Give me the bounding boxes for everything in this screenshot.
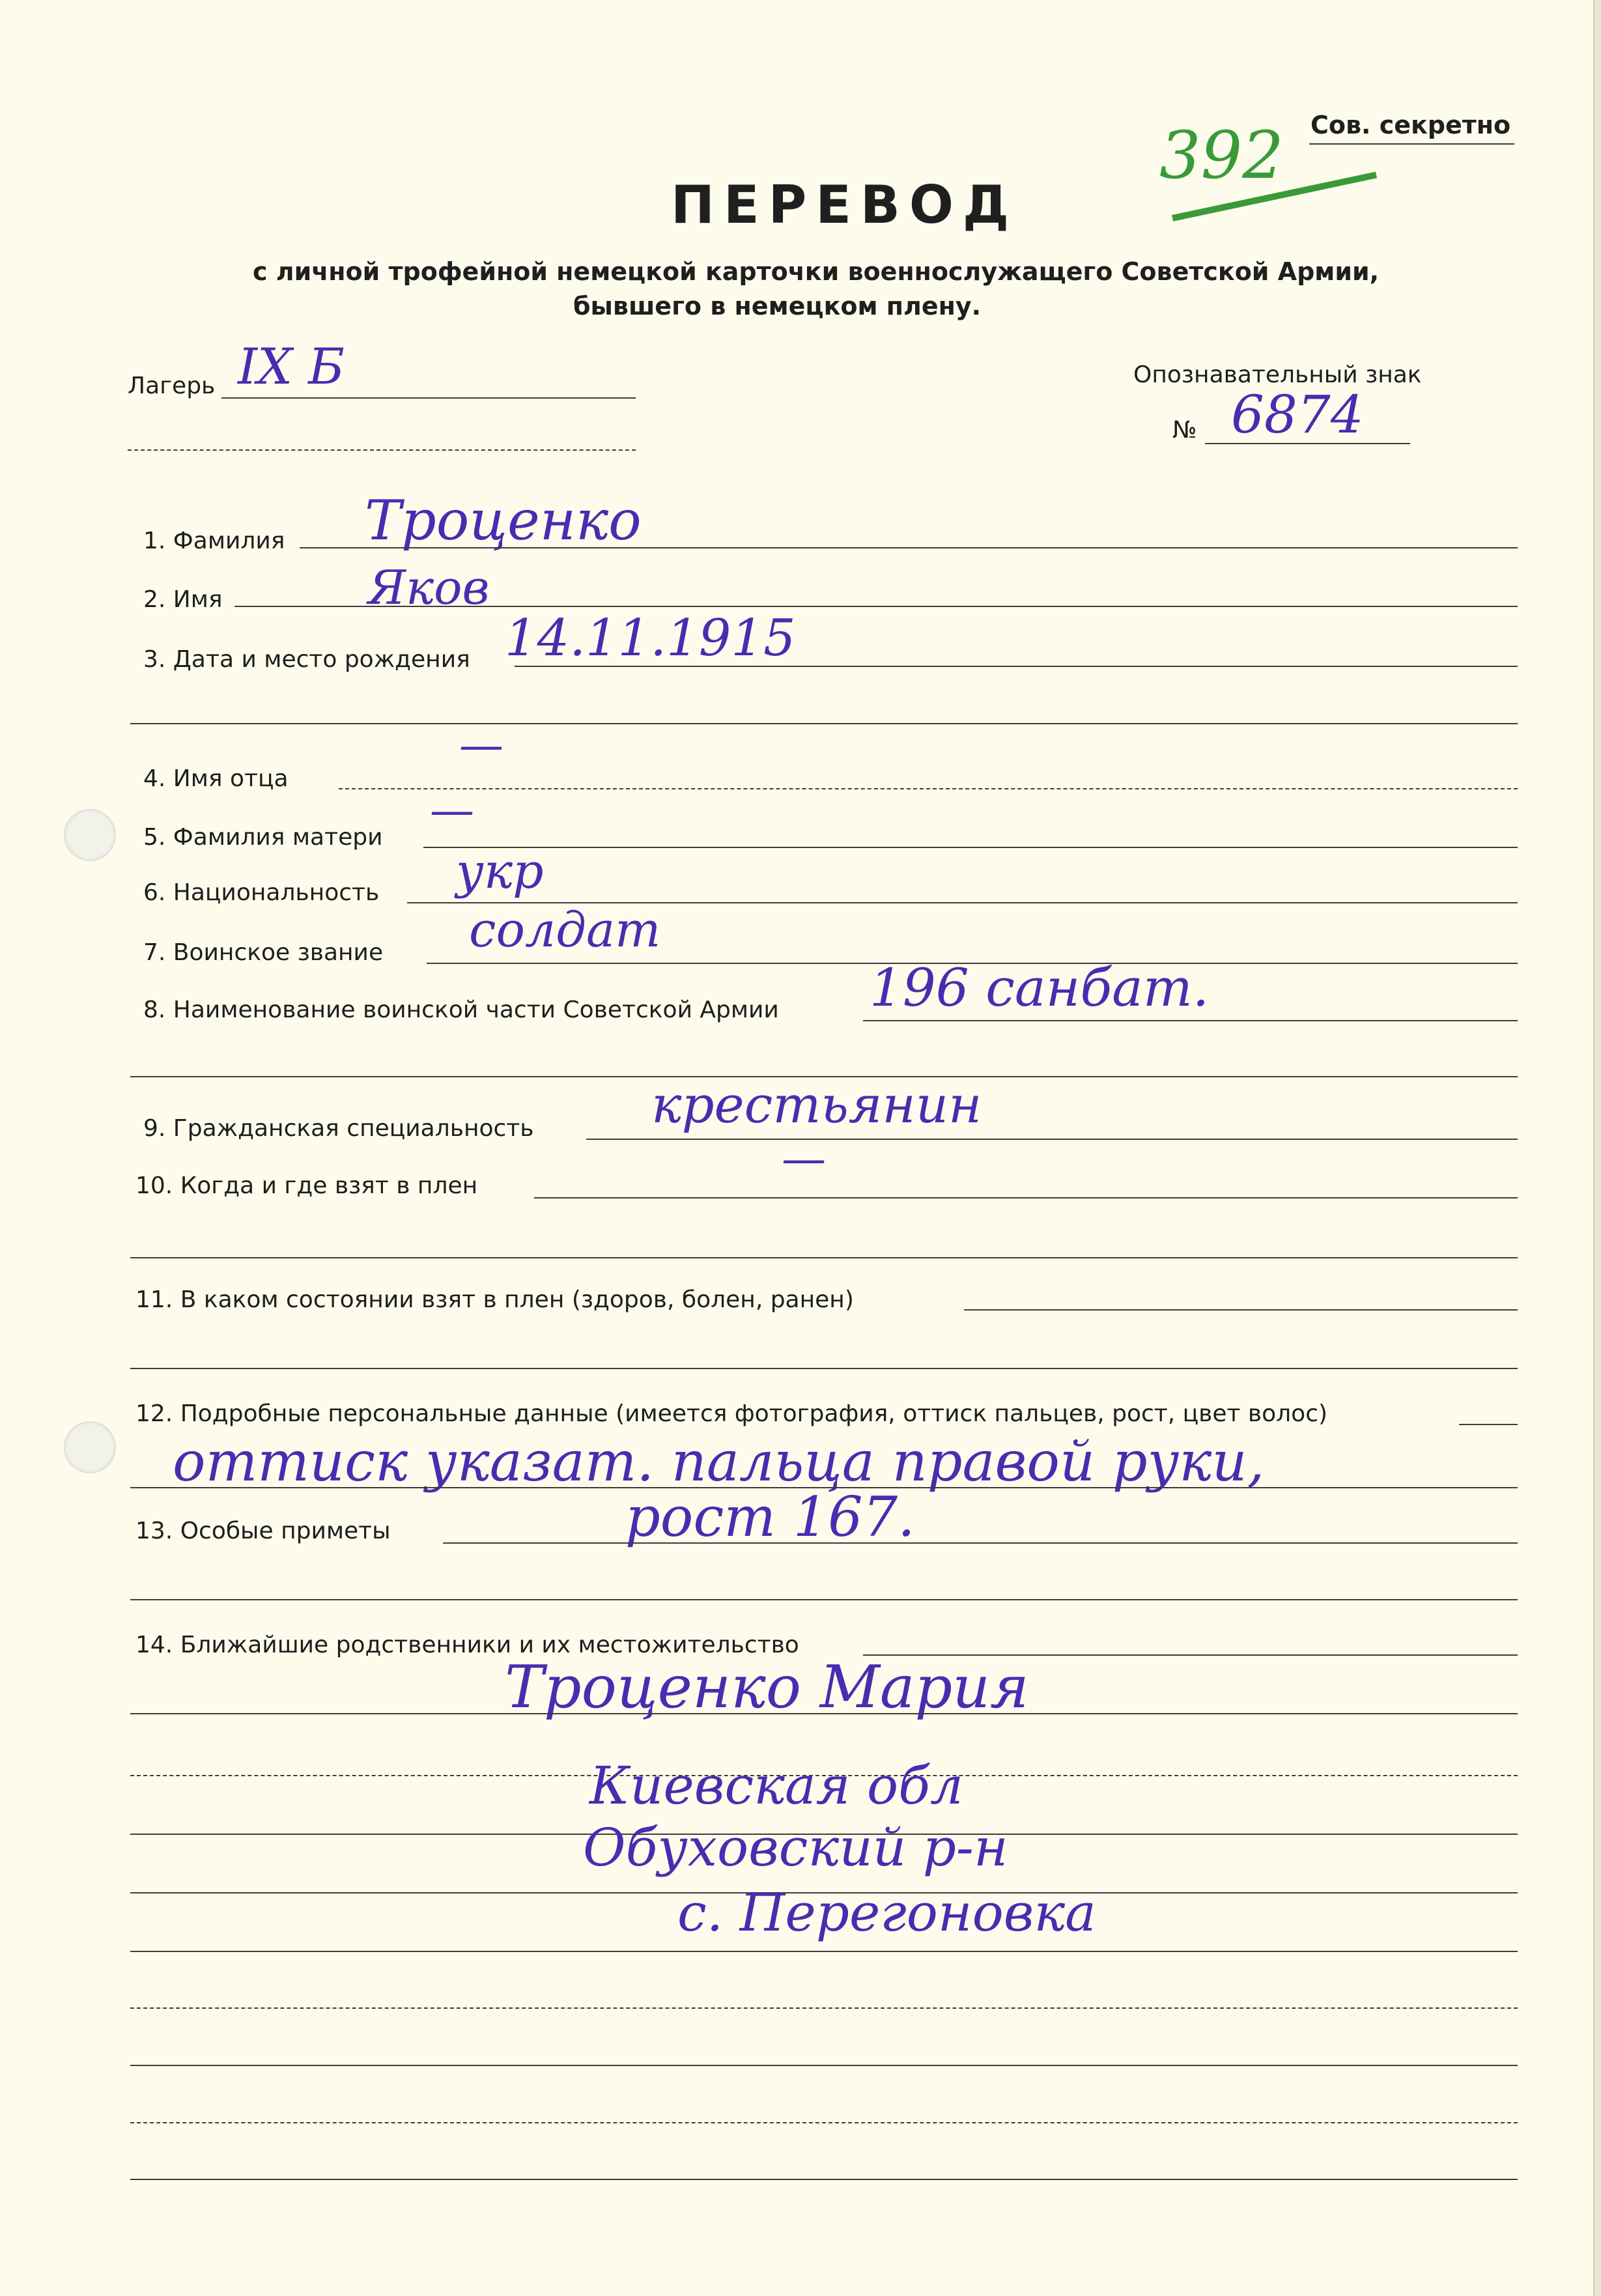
relatives-line-8 xyxy=(130,2065,1518,2066)
captured-state-line xyxy=(964,1309,1518,1311)
rank-value: солдат xyxy=(469,902,661,958)
page-title: ПЕРЕВОД xyxy=(671,175,1019,235)
mother-label: 5. Фамилия матери xyxy=(143,824,383,851)
profession-line xyxy=(586,1139,1518,1140)
punch-hole-bottom xyxy=(64,1421,116,1473)
relatives-value-line4: с. Перегоновка xyxy=(677,1882,1096,1943)
id-tag-label: Опознавательный знак xyxy=(1133,361,1422,388)
marks-line xyxy=(443,1542,1518,1544)
details-label: 12. Подробные персональные данные (имеется фотография, оттиск пальцев, рост, цвет волос) xyxy=(135,1400,1328,1427)
name-value: Яков xyxy=(368,560,490,615)
captured-state-line-2 xyxy=(130,1368,1518,1369)
relatives-line-10 xyxy=(130,2179,1518,2180)
relatives-value-line3: Обуховский р-н xyxy=(583,1817,1008,1878)
relatives-label: 14. Ближайшие родственники и их местожительство xyxy=(135,1632,799,1658)
details-value-line2: рост 167. xyxy=(625,1485,915,1549)
relatives-line-2 xyxy=(130,1713,1518,1714)
camp-label: Лагерь xyxy=(128,373,216,399)
birth-line xyxy=(515,666,1518,667)
nationality-value: укр xyxy=(456,843,544,900)
unit-label: 8. Наименование воинской части Советской Армии xyxy=(143,997,779,1023)
unit-value: 196 санбат. xyxy=(870,957,1210,1018)
id-tag-line xyxy=(1205,443,1410,444)
page-edge xyxy=(1593,0,1601,2296)
marks-label: 13. Особые приметы xyxy=(135,1518,391,1544)
details-line xyxy=(1459,1424,1518,1425)
name-line xyxy=(234,606,1518,607)
profession-value: крестьянин xyxy=(651,1076,982,1135)
surname-line xyxy=(300,547,1518,548)
father-label: 4. Имя отца xyxy=(143,765,289,792)
mother-line xyxy=(423,847,1518,848)
relatives-line-7 xyxy=(130,2007,1518,2009)
id-tag-number-label: № xyxy=(1172,417,1197,444)
punch-hole-top xyxy=(64,809,116,861)
details-value-line1: оттиск указат. пальца правой руки, xyxy=(173,1430,1265,1494)
subtitle-line1: с личной трофейной немецкой карточки военнослужащего Советской Армии, xyxy=(253,257,1380,286)
birth-line-2 xyxy=(130,723,1518,724)
mother-value: — xyxy=(430,785,474,836)
camp-line xyxy=(221,397,636,399)
classification-underline xyxy=(1309,143,1514,145)
relatives-line-9 xyxy=(130,2122,1518,2123)
relatives-value-line1: Троценко Мария xyxy=(505,1653,1029,1722)
camp-value: IX Б xyxy=(238,337,345,395)
stamp-number: 392 xyxy=(1159,117,1284,193)
father-value: — xyxy=(459,720,503,771)
birth-label: 3. Дата и место рождения xyxy=(143,646,470,673)
name-label: 2. Имя xyxy=(143,586,223,613)
captured-when-value: — xyxy=(782,1133,826,1185)
profession-label: 9. Гражданская специальность xyxy=(143,1115,534,1142)
camp-line-2 xyxy=(128,449,636,451)
nationality-label: 6. Национальность xyxy=(143,879,380,906)
unit-line xyxy=(863,1020,1518,1021)
relatives-line-6 xyxy=(130,1951,1518,1952)
captured-when-line-2 xyxy=(130,1257,1518,1258)
rank-label: 7. Воинское звание xyxy=(143,939,384,966)
classification: Сов. секретно xyxy=(1311,111,1511,139)
surname-label: 1. Фамилия xyxy=(143,528,285,554)
subtitle-line2: бывшего в немецком плену. xyxy=(573,292,982,320)
captured-state-label: 11. В каком состоянии взят в плен (здоров, болен, ранен) xyxy=(135,1286,854,1313)
father-line xyxy=(339,788,1518,789)
marks-line-2 xyxy=(130,1599,1518,1600)
relatives-value-line2: Киевская обл xyxy=(589,1755,963,1816)
surname-value: Троценко xyxy=(365,489,642,552)
captured-when-line xyxy=(534,1197,1518,1198)
captured-when-label: 10. Когда и где взят в плен xyxy=(135,1172,478,1199)
birth-value: 14.11.1915 xyxy=(505,609,796,668)
id-tag-value: 6874 xyxy=(1231,384,1364,445)
